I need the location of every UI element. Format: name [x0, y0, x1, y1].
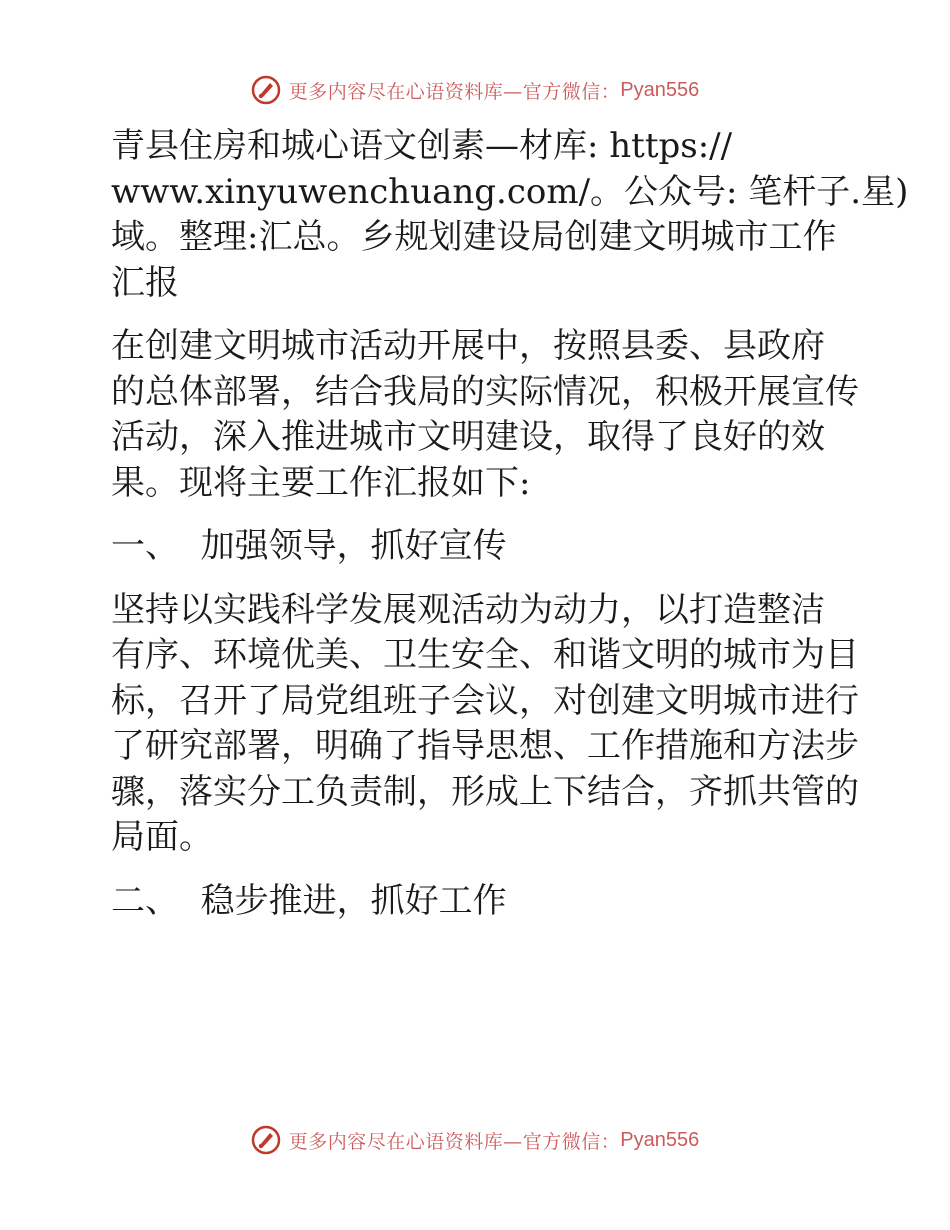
section-2-heading: 二、 稳步推进，抓好工作: [111, 880, 507, 921]
header-watermark: [0, 70, 950, 110]
logo-icon: [251, 75, 281, 105]
intro-line: 活动，深入推进城市文明建设，取得了良好的效: [111, 417, 825, 457]
document-title: [97, 124, 909, 306]
intro-line: 在创建文明城市活动开展中，按照县委、县政府: [111, 326, 825, 366]
intro-line: 的总体部署，结合我局的实际情况，积极开展宣传: [111, 371, 859, 412]
section-1-line: 坚持以实践科学发展观活动为动力，以打造整洁: [111, 589, 825, 630]
section-1-heading: 一、 加强领导，抓好宣传: [111, 526, 507, 566]
section-1-line: 骤，落实分工负责制，形成上下结合，齐抓共管的: [111, 771, 859, 812]
document-body: [97, 124, 909, 924]
section-1-line: 了研究部署，明确了指导思想、工作措施和方法步: [111, 726, 859, 766]
watermark-handle: Pyan556: [620, 78, 700, 101]
title-line: 青县住房和城心语文创素—材库: https://: [111, 126, 733, 166]
intro-paragraph: [97, 324, 857, 506]
watermark-text: 更多内容尽在心语资料库—官方微信：: [288, 80, 621, 103]
watermark-handle: Pyan556: [620, 1128, 700, 1151]
footer-watermark: [0, 1120, 950, 1160]
section-1-paragraph: [97, 588, 857, 861]
title-line: 域。整理:汇总。乡规划建设局创建文明城市工作: [111, 217, 837, 257]
logo-icon: [251, 1125, 281, 1155]
title-line: www.xinyuwenchuang.com/。公众号: 笔杆子.星): [111, 171, 909, 212]
section-1-line: 局面。: [111, 817, 213, 857]
intro-line: 果。现将主要工作汇报如下:: [111, 462, 531, 503]
section-1-line: 有序、环境优美、卫生安全、和谐文明的城市为目: [111, 635, 859, 675]
watermark-text: 更多内容尽在心语资料库—官方微信：: [288, 1130, 621, 1153]
section-1-line: 标，召开了局党组班子会议，对创建文明城市进行: [111, 680, 859, 721]
title-line: 汇报: [111, 262, 179, 303]
